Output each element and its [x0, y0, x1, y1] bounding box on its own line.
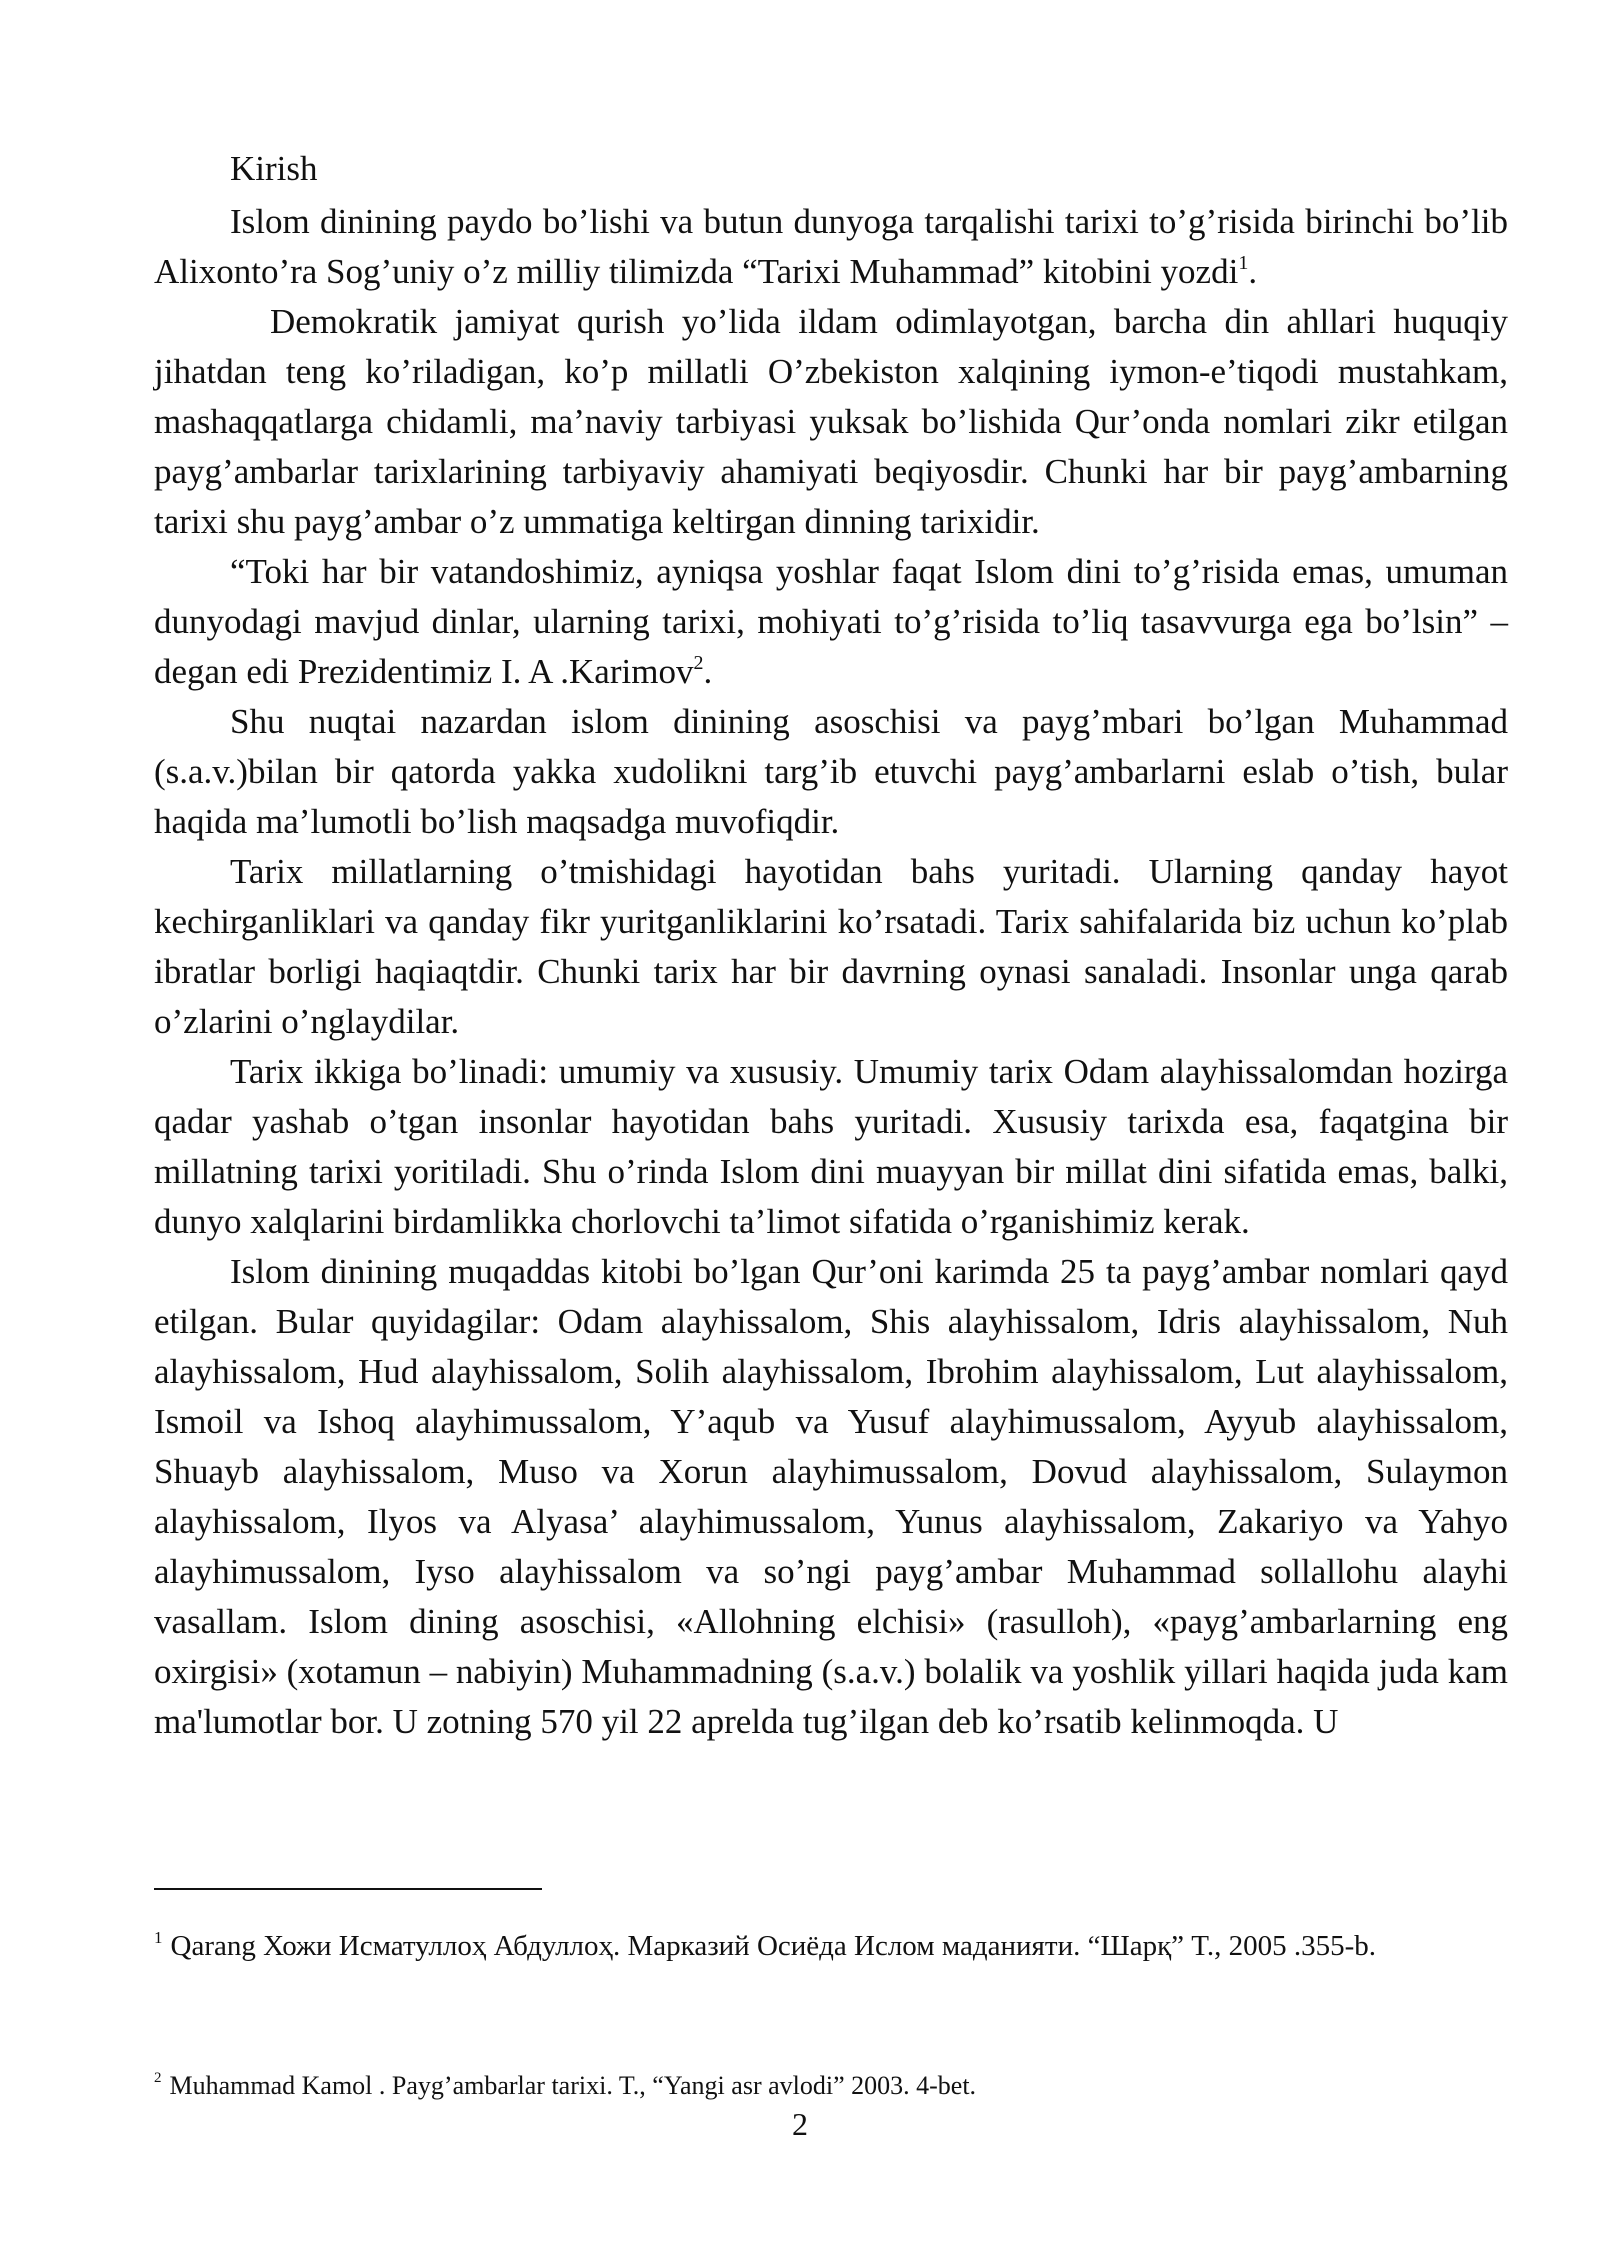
paragraph-5	[154, 847, 1508, 1047]
paragraph-1	[154, 197, 1508, 297]
document-body	[154, 145, 1508, 1747]
footnote-1	[154, 1928, 1376, 1964]
paragraph-text: Tarix ikkiga bo’linadi: umumiy va xususiy. Umumiy tarix Odam alayhissalomdan hozirga qadar yashab o’tgan insonlar hayotidan bahs yuritadi. Xususiy tarixda esa, faqatgina bir millatning tarixi yoritiladi. Shu o’rinda Islom dini muayyan bir millat dini sifatida emas, balki, dunyo xalqlarini birdamlikka chorlovchi ta’limot sifatida o’rganishimiz kerak.	[154, 1052, 1508, 1241]
paragraph-text: Tarix millatlarning o’tmishidagi hayotidan bahs yuritadi. Ularning qanday hayot kechirganliklari va qanday fikr yuritganliklarini ko’rsatadi. Tarix sahifalarida biz uchun ko’plab ibratlar borligi haqiaqtdir. Chunki tarix har bir davrning oynasi sanaladi. Insonlar unga qarab o’zlarini o’nglaydilar.	[154, 852, 1508, 1041]
paragraph-text: Demokratik jamiyat qurish yo’lida ildam odimlayotgan, barcha din ahllari huquqiy jihatdan teng ko’riladigan, ko’p millatli O’zbekiston xalqining iymon-e’tiqodi mustahkam, mashaqqatlarga chidamli, ma’naviy tarbiyasi yuksak bo’lishida Qur’onda nomlari zikr etilgan payg’ambarlar tarixlarining tarbiyaviy ahamiyati beqiyosdir. Chunki har bir payg’ambarning tarixi shu payg’ambar o’z ummatiga keltirgan dinning tarixidir.	[154, 302, 1508, 541]
footnote-2	[154, 2068, 976, 2104]
footnote-separator	[154, 1888, 542, 1890]
paragraph-2	[154, 297, 1508, 547]
page-number: 2	[792, 2106, 808, 2142]
paragraph-3	[154, 547, 1508, 697]
paragraph-text: Shu nuqtai nazardan islom dinining asoschisi va payg’mbari bo’lgan Muhammad (s.a.v.)bilan bir qatorda yakka xudolikni targ’ib etuvchi payg’ambarlarni eslab o’tish, bular haqida ma’lumotli bo’lish maqsadga muvofiqdir.	[154, 702, 1508, 841]
paragraph-text: Islom dinining paydo bo’lishi va butun dunyoga tarqalishi tarixi to’g’risida birinchi bo’lib Alixonto’ra Sog’uniy o’z milliy tilimizda “Tarixi Muhammad” kitobini yozdi	[154, 202, 1508, 291]
section-heading: Kirish	[230, 149, 318, 188]
paragraph-text: Islom dinining muqaddas kitobi bo’lgan Qur’oni karimda 25 ta payg’ambar nomlari qayd etilgan. Bular quyidagilar: Odam alayhissalom, Shis alayhissalom, Idris alayhissalom, Nuh alayhissalom, Hud alayhissalom, Solih alayhissalom, Ibrohim alayhissalom, Lut alayhissalom, Ismoil va Ishoq alayhimussalom, Y’aqub va Yusuf alayhimussalom, Ayyub alayhissalom, Shuayb alayhissalom, Muso va Xorun alayhimussalom, Dovud alayhissalom, Sulaymon alayhissalom, Ilyos va Alyasa’ alayhimussalom, Yunus alayhissalom, Zakariyo va Yahyo alayhimussalom, Iyso alayhissalom va so’ngi payg’ambar Muhammad sollallohu alayhi vasallam. Islom dining asoschisi, «Allohning elchisi» (rasulloh), «payg’ambarlarning eng oxirgisi» (xotamun – nabiyin) Muhammadning (s.a.v.) bolalik va yoshlik yillari haqida juda kam ma'lumotlar bor. U zotning 570 yil 22 aprelda tug’ilgan deb ko’rsatib kelinmoqda. U	[154, 1252, 1508, 1741]
footnote-text: Muhammad Kamol . Payg’ambarlar tarixi. T., “Yangi asr avlodi” 2003. 4-bet.	[169, 2071, 977, 2100]
paragraph-4	[154, 697, 1508, 847]
footnote-ref-2: 2	[693, 652, 704, 674]
footnote-mark: 2	[154, 2070, 162, 2086]
footnote-mark: 1	[154, 1928, 163, 1947]
paragraph-7	[154, 1247, 1508, 1747]
paragraph-text: “Toki har bir vatandoshimiz, ayniqsa yoshlar faqat Islom dini to’g’risida emas, umuman dunyodagi mavjud dinlar, ularning tarixi, mohiyati to’g’risida to’liq tasavvurga ega bo’lsin” – degan edi Prezidentimiz I. A .Karimov	[154, 552, 1508, 691]
footnote-text: Qarang Хожи Исматуллоҳ Абдуллоҳ. Марказий Осиёда Ислом маданияти. “Шарқ” T., 2005 .355-b.	[170, 1930, 1377, 1962]
footnote-ref-1: 1	[1238, 252, 1249, 274]
paragraph-end: .	[703, 652, 713, 691]
paragraph-end: .	[1248, 252, 1258, 291]
paragraph-6	[154, 1047, 1508, 1247]
